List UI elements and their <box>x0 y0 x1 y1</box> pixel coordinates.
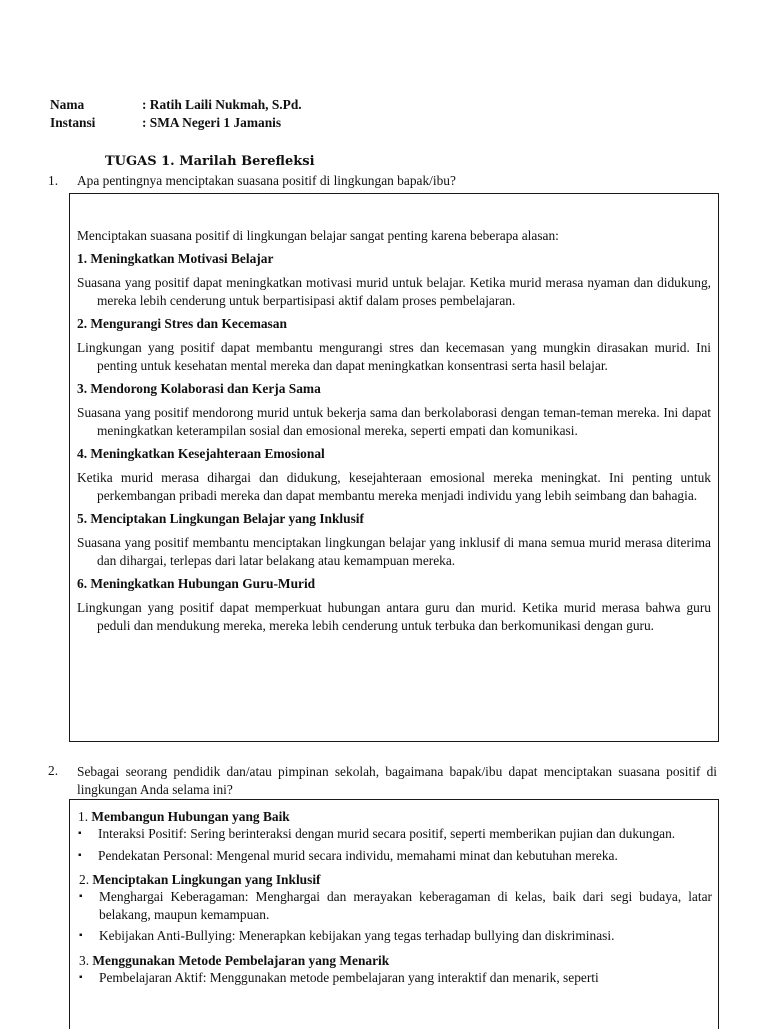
answer1-section-body: Lingkungan yang positif dapat membantu mengurangi stres dan kecemasan yang mungkin dirasakan murid. Ini penting untuk kesehatan mental mereka dan dapat meningkatkan konsentrasi serta hasil belajar. <box>77 340 711 373</box>
answer2-box <box>69 799 719 1029</box>
answer2-bullet-text: Pendekatan Personal: Mengenal murid secara individu, memahami minat dan kebutuhan mereka. <box>98 847 618 863</box>
question2-text: Sebagai seorang pendidik dan/atau pimpinan sekolah, bagaimana bapak/ibu dapat menciptakan suasana positif di lingkungan Anda selama ini? <box>77 764 717 797</box>
answer1-content <box>77 227 711 640</box>
answer2-section <box>78 808 712 864</box>
answer2-section-title: Menciptakan Lingkungan yang Inklusif <box>92 872 321 887</box>
answer1-intro: Menciptakan suasana positif di lingkungan belajar sangat penting karena beberapa alasan: <box>77 228 559 243</box>
bullet-square-icon: ▪ <box>79 891 83 902</box>
task-title: TUGAS 1. Marilah Berefleksi <box>105 154 315 169</box>
answer2-section <box>78 952 712 987</box>
answer2-section <box>78 871 712 945</box>
answer2-section-heading <box>78 808 712 825</box>
answer1-section-body: Suasana yang positif dapat meningkatkan motivasi murid untuk belajar. Ketika murid merasa nyaman dan didukung, mereka lebih cenderung untuk berpartisipasi aktif dalam proses pembelajaran. <box>77 275 711 308</box>
answer2-bullet-item <box>79 969 712 987</box>
answer1-section-body: Lingkungan yang positif dapat memperkuat hubungan antara guru dan murid. Ketika murid merasa bahwa guru peduli dan mendukung mereka, mereka lebih cenderung untuk terbuka dan berkomunikasi dengan guru. <box>77 600 711 633</box>
answer1-section-heading: 2. Mengurangi Stres dan Kecemasan <box>77 316 287 331</box>
answer1-section-body: Ketika murid merasa dihargai dan didukung, kesejahteraan emosional mereka meningkat. Ini penting untuk perkembangan pribadi mereka dan dapat membantu mereka menjadi individu yang lebih seimbang dan bahagia. <box>77 470 711 503</box>
answer1-section-heading: 3. Mendorong Kolaborasi dan Kerja Sama <box>77 381 321 396</box>
question1-text: Apa pentingnya menciptakan suasana positif di lingkungan bapak/ibu? <box>77 173 456 188</box>
answer2-section-title: Menggunakan Metode Pembelajaran yang Menarik <box>92 952 390 968</box>
question2-number: 2. <box>48 763 59 778</box>
question1-number: 1. <box>48 173 59 188</box>
answer1-section-heading: 6. Meningkatkan Hubungan Guru-Murid <box>77 576 316 591</box>
answer2-content <box>78 808 712 993</box>
answer1-section-heading: 1. Meningkatkan Motivasi Belajar <box>77 251 274 266</box>
bullet-square-icon: ▪ <box>79 971 83 983</box>
answer2-bullet-text: Menghargai Keberagaman: Menghargai dan merayakan keberagaman di kelas, baik dari segi budaya, latar belakang, maupun kemampuan. <box>99 889 712 922</box>
answer2-bullet-item <box>79 888 712 923</box>
answer2-section-number: 3. <box>79 952 90 968</box>
answer2-bullet-item <box>78 847 712 865</box>
answer2-section-number: 2. <box>79 872 90 887</box>
answer1-section-body: Suasana yang positif membantu menciptakan lingkungan belajar yang inklusif di mana semua murid merasa diterima dan dihargai, terlepas dari latar belakang atau kemampuan mereka. <box>77 535 711 568</box>
answer2-section-heading <box>79 952 712 969</box>
answer2-bullet-text: Interaksi Positif: Sering berinteraksi dengan murid secara positif, seperti memberikan pujian dan dukungan. <box>98 826 676 841</box>
institution-label: Instansi <box>50 115 96 130</box>
answer2-bullet-item <box>78 825 712 843</box>
institution-value: : SMA Negeri 1 Jamanis <box>142 115 282 130</box>
answer2-bullet-item <box>79 927 712 945</box>
answer1-section-heading: 4. Meningkatkan Kesejahteraan Emosional <box>77 446 325 461</box>
name-value: : Ratih Laili Nukmah, S.Pd. <box>142 97 302 112</box>
answer2-bullet-text: Pembelajaran Aktif: Menggunakan metode pembelajaran yang interaktif dan menarik, seperti <box>99 969 599 985</box>
answer2-bullet-text: Kebijakan Anti-Bullying: Menerapkan kebijakan yang tegas terhadap bullying dan diskriminasi. <box>99 928 615 943</box>
answer2-section-title: Membangun Hubungan yang Baik <box>91 809 290 824</box>
bullet-square-icon: ▪ <box>78 849 82 861</box>
bullet-square-icon: ▪ <box>79 930 83 941</box>
bullet-square-icon: ▪ <box>78 828 82 839</box>
answer1-box <box>69 193 719 742</box>
answer1-section-heading: 5. Menciptakan Lingkungan Belajar yang Inklusif <box>77 511 364 526</box>
answer2-section-number: 1. <box>78 809 89 824</box>
answer2-section-heading <box>79 871 712 888</box>
answer1-section-body: Suasana yang positif mendorong murid untuk bekerja sama dan berkolaborasi dengan teman-teman mereka. Ini dapat meningkatkan keterampilan sosial dan emosional mereka, seperti empati dan komunikasi. <box>77 405 711 438</box>
name-label: Nama <box>50 97 85 112</box>
